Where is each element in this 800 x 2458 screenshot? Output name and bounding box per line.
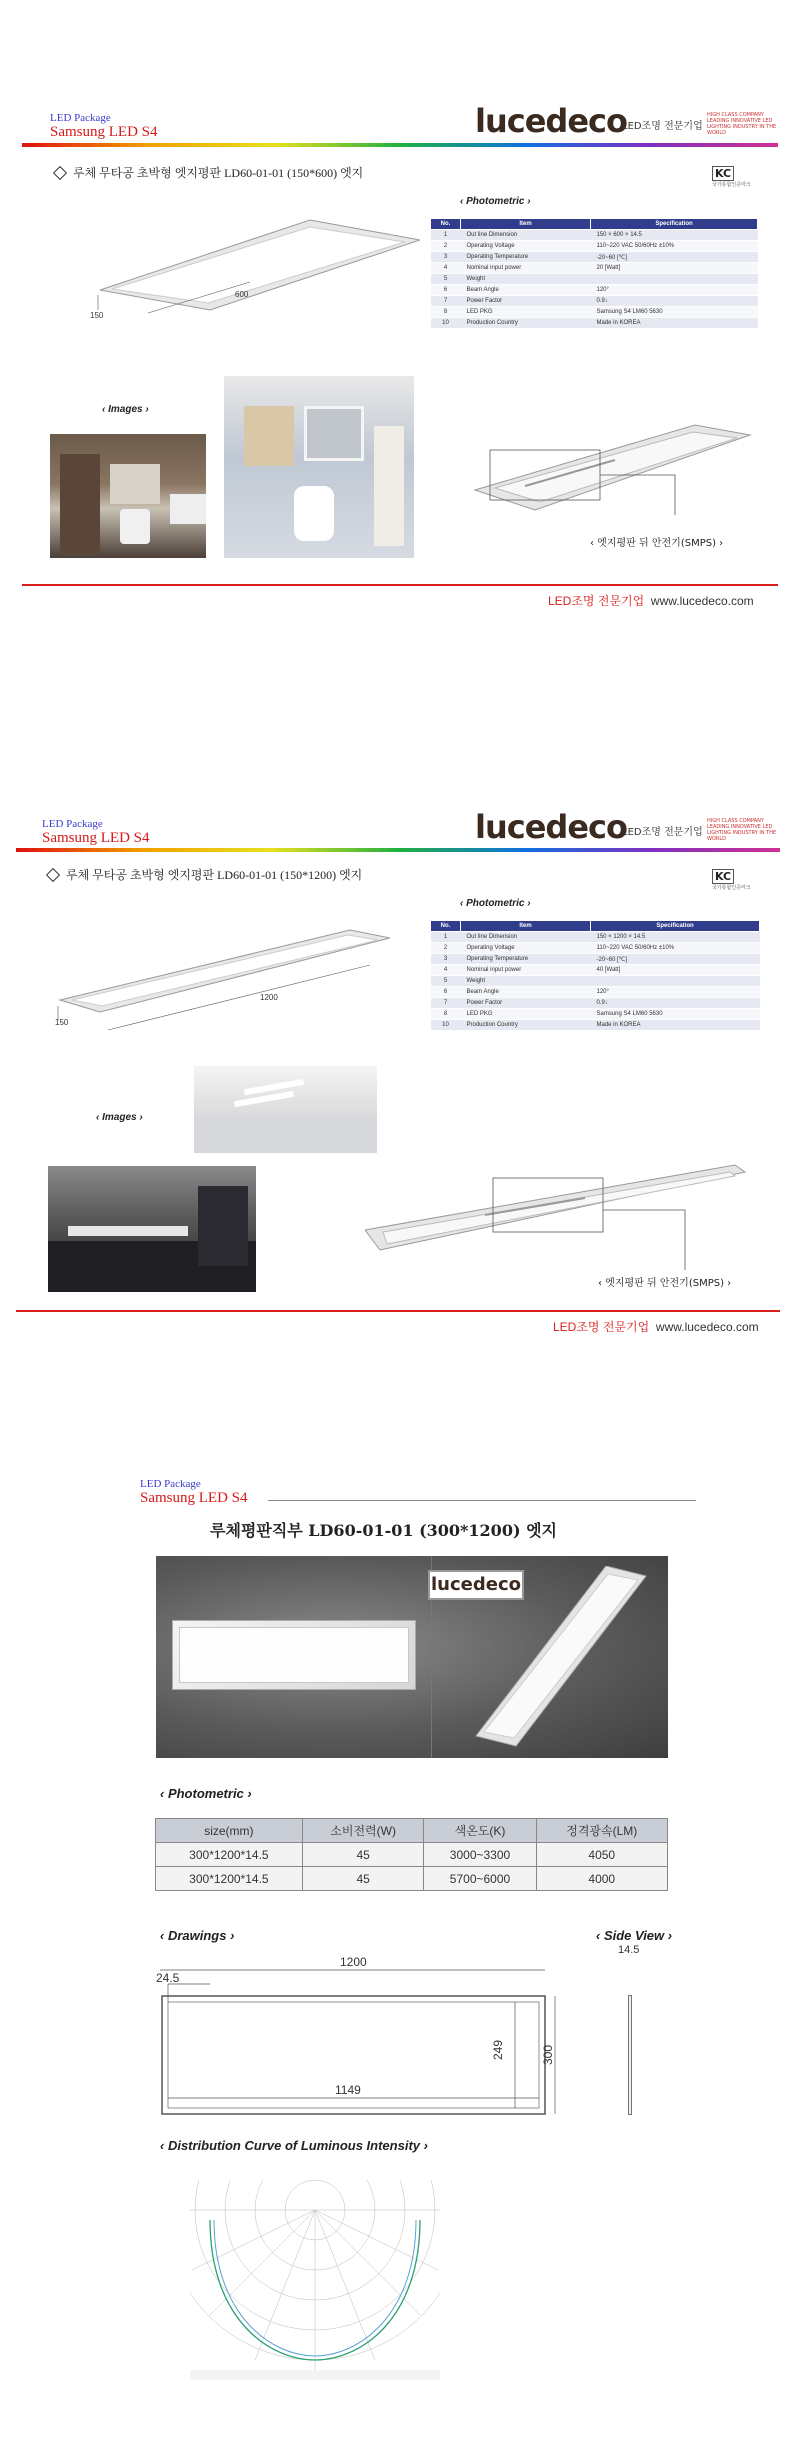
spec-cell-item: LED PKG	[461, 1009, 591, 1020]
side-dim: 14.5	[618, 1944, 640, 1956]
spec-row	[431, 296, 758, 307]
spec-row	[431, 318, 758, 329]
spec-row	[431, 241, 758, 252]
product-title: 루체평판직부 LD60-01-01 (300*1200) 엣지	[210, 1521, 557, 1540]
brand-tagline: HIGH CLASS COMPANY LEADING INNOVATIVE LED LIGHTING INDUSTRY IN THE WORLD	[707, 818, 777, 842]
photometric-heading: ‹ Photometric ›	[460, 196, 531, 207]
package-title: Samsung LED S4	[50, 124, 158, 140]
cell-size: 300*1200*14.5	[156, 1867, 303, 1891]
spec-cell-item: Weight	[461, 274, 591, 285]
spec-cell-value: Made in KOREA	[591, 318, 758, 329]
dim-inner-height: 249	[491, 2039, 505, 2060]
spec-row	[431, 976, 760, 987]
spec-row	[431, 987, 760, 998]
spec-cell-no: 3	[431, 252, 461, 263]
spec-cell-item: Nominal input power	[461, 263, 591, 274]
spec-cell-no: 7	[431, 296, 461, 307]
spec-cell-no: 6	[431, 285, 461, 296]
spec-row	[431, 998, 760, 1009]
kc-caption: 국가통합인증마크	[712, 885, 751, 891]
footer	[548, 592, 754, 609]
polar-curve	[190, 2180, 440, 2380]
spec-cell-no: 1	[431, 932, 461, 943]
spec-cell-value: 110~220 VAC 50/60Hz ±10%	[591, 943, 760, 954]
spec-cell-value: Made in KOREA	[591, 1020, 760, 1031]
side-view-heading: ‹ Side View ›	[596, 1928, 673, 1943]
spec-cell-item: Operating Voltage	[461, 943, 591, 954]
kitchen-photo	[48, 1166, 256, 1292]
spec-cell-no: 5	[431, 976, 461, 987]
spec-cell-item: Nominal input power	[461, 965, 591, 976]
col-lumen: 정격광속(LM)	[536, 1819, 667, 1843]
footer-url: www.lucedeco.com	[650, 594, 754, 608]
dim-width: 150	[55, 1018, 69, 1027]
spec-cell-no: 6	[431, 987, 461, 998]
kc-icon: KC	[712, 869, 734, 884]
brand-tagline: HIGH CLASS COMPANY LEADING INNOVATIVE LED LIGHTING INDUSTRY IN THE WORLD	[707, 112, 777, 136]
dim-inner-width: 1149	[335, 2083, 361, 2097]
spec-row	[431, 1020, 760, 1031]
spec-col-no: No.	[431, 921, 461, 932]
spec-col-spec: Specification	[591, 921, 760, 932]
spec-cell-item: Power Factor	[461, 998, 591, 1009]
dim-inset: 24.5	[156, 1971, 180, 1985]
spec-col-item: Item	[461, 921, 591, 932]
spec-cell-item: LED PKG	[461, 307, 591, 318]
spec-row	[431, 307, 758, 318]
photometric-table	[155, 1818, 668, 1891]
dim-outer-height: 300	[541, 2044, 555, 2065]
brand-logo: lucedeco	[475, 808, 627, 846]
product-photo	[156, 1556, 668, 1758]
col-power: 소비전력(W)	[302, 1819, 424, 1843]
cell-size: 300*1200*14.5	[156, 1843, 303, 1867]
kc-icon: KC	[712, 166, 734, 181]
dim-length: 1200	[260, 993, 278, 1002]
spec-row	[431, 1009, 760, 1020]
spec-cell-no: 10	[431, 318, 461, 329]
footer-brand: LED조명 전문기업	[553, 1320, 650, 1334]
panel-drawing	[80, 185, 420, 335]
spec-row	[431, 932, 760, 943]
spec-cell-value	[591, 274, 758, 285]
spec-cell-value: 40 [Watt]	[591, 965, 760, 976]
footer-divider	[16, 1310, 780, 1312]
spec-cell-value: 20 [Watt]	[591, 263, 758, 274]
spec-col-item: Item	[461, 219, 591, 230]
diamond-icon	[46, 868, 60, 882]
brand-subtitle: LED조명 전문기업	[622, 827, 703, 838]
spec-cell-no: 8	[431, 1009, 461, 1020]
images-heading: ‹ Images ›	[102, 404, 149, 415]
brand-logo: lucedeco	[428, 1570, 524, 1600]
spec-cell-value: 0.9↓	[591, 998, 760, 1009]
kc-mark	[712, 162, 751, 188]
brand-subtitle: LED조명 전문기업	[622, 121, 703, 132]
spec-cell-no: 2	[431, 943, 461, 954]
title-divider	[268, 1500, 696, 1501]
spec-row	[431, 954, 760, 965]
spec-cell-value: -20~60 [℃]	[591, 252, 758, 263]
smps-drawing	[465, 420, 755, 520]
cell-power: 45	[302, 1843, 424, 1867]
spec-row	[431, 230, 758, 241]
spec-table	[430, 920, 760, 1031]
spec-cell-value: 110~220 VAC 50/60Hz ±10%	[591, 241, 758, 252]
spec-cell-item: Operating Voltage	[461, 241, 591, 252]
spec-cell-no: 8	[431, 307, 461, 318]
spec-cell-no: 3	[431, 954, 461, 965]
spec-cell-item: Beam Angle	[461, 987, 591, 998]
brand-logo: lucedeco	[475, 102, 627, 140]
dim-width: 150	[90, 311, 104, 320]
spec-cell-no: 4	[431, 965, 461, 976]
spec-cell-item: Out line Dimension	[461, 230, 591, 241]
spec-cell-no: 4	[431, 263, 461, 274]
side-view-profile	[628, 1995, 632, 2115]
spec-row	[431, 943, 760, 954]
spec-cell-value: Samsung S4 LM60 5630	[591, 307, 758, 318]
spec-cell-no: 1	[431, 230, 461, 241]
spec-cell-value: 150 × 1200 × 14.5	[591, 932, 760, 943]
curve-heading: ‹ Distribution Curve of Luminous Intensity ›	[160, 2138, 428, 2153]
cell-lumen: 4000	[536, 1867, 667, 1891]
spec-cell-value: Samsung S4 LM60 5630	[591, 1009, 760, 1020]
panel-front-view	[172, 1620, 416, 1690]
cell-temperature: 5700~6000	[424, 1867, 536, 1891]
spec-row	[431, 285, 758, 296]
package-label: LED Package	[50, 112, 111, 124]
footer	[553, 1318, 759, 1335]
panel-drawing	[50, 920, 390, 1040]
spec-row	[431, 965, 760, 976]
spec-cell-no: 7	[431, 998, 461, 1009]
spec-row	[431, 263, 758, 274]
spec-table	[430, 218, 758, 329]
spec-cell-item: Power Factor	[461, 296, 591, 307]
spec-cell-value: -20~60 [℃]	[591, 954, 760, 965]
drawings-heading: ‹ Drawings ›	[160, 1928, 235, 1943]
spec-cell-no: 5	[431, 274, 461, 285]
col-size: size(mm)	[156, 1819, 303, 1843]
table-row	[156, 1843, 668, 1867]
images-heading: ‹ Images ›	[96, 1112, 143, 1123]
table-row	[156, 1867, 668, 1891]
spec-cell-item: Production Country	[461, 318, 591, 329]
panel-angled-view	[456, 1566, 656, 1751]
package-label: LED Package	[42, 818, 103, 830]
spec-cell-value: 120°	[591, 285, 758, 296]
smps-drawing	[365, 1160, 750, 1280]
photometric-heading: ‹ Photometric ›	[460, 898, 531, 909]
smps-caption: ‹ 엣지평판 뒤 안전기(SMPS) ›	[590, 538, 724, 549]
footer-divider	[22, 584, 778, 586]
product-title: 루체 무타공 초박형 엣지평판 LD60-01-01 (150*1200) 엣지	[48, 866, 362, 883]
kc-caption: 국가통합인증마크	[712, 182, 751, 188]
spec-col-no: No.	[431, 219, 461, 230]
cell-power: 45	[302, 1867, 424, 1891]
spec-cell-no: 2	[431, 241, 461, 252]
rainbow-divider	[16, 848, 780, 852]
spec-cell-value: 0.9↓	[591, 296, 758, 307]
cell-lumen: 4050	[536, 1843, 667, 1867]
product-title: 루체 무타공 초박형 엣지평판 LD60-01-01 (150*600) 엣지	[55, 164, 363, 181]
spec-cell-item: Weight	[461, 976, 591, 987]
spec-row	[431, 252, 758, 263]
kc-mark	[712, 865, 751, 891]
rainbow-divider	[22, 143, 778, 147]
smps-caption: ‹ 엣지평판 뒤 안전기(SMPS) ›	[598, 1278, 732, 1289]
footer-url: www.lucedeco.com	[655, 1320, 759, 1334]
package-title: Samsung LED S4	[140, 1490, 248, 1506]
spec-col-spec: Specification	[591, 219, 758, 230]
spec-cell-no: 10	[431, 1020, 461, 1031]
spec-cell-item: Operating Temperature	[461, 954, 591, 965]
technical-drawing	[150, 1950, 570, 2140]
spec-row	[431, 274, 758, 285]
spec-cell-value: 150 × 600 × 14.5	[591, 230, 758, 241]
footer-brand: LED조명 전문기업	[548, 594, 645, 608]
spec-cell-value	[591, 976, 760, 987]
interior-photo-1	[194, 1066, 377, 1153]
bathroom-photo-1	[50, 434, 206, 558]
spec-cell-value: 120°	[591, 987, 760, 998]
spec-cell-item: Production Country	[461, 1020, 591, 1031]
bathroom-photo-2	[224, 376, 414, 558]
package-label: LED Package	[140, 1478, 201, 1490]
diamond-icon	[53, 166, 67, 180]
spec-cell-item: Operating Temperature	[461, 252, 591, 263]
col-temperature: 색온도(K)	[424, 1819, 536, 1843]
cell-temperature: 3000~3300	[424, 1843, 536, 1867]
spec-cell-item: Out line Dimension	[461, 932, 591, 943]
package-title: Samsung LED S4	[42, 830, 150, 846]
dim-top: 1200	[340, 1955, 367, 1969]
photometric-heading: ‹ Photometric ›	[160, 1786, 252, 1801]
spec-cell-item: Beam Angle	[461, 285, 591, 296]
dim-length: 600	[235, 290, 249, 299]
